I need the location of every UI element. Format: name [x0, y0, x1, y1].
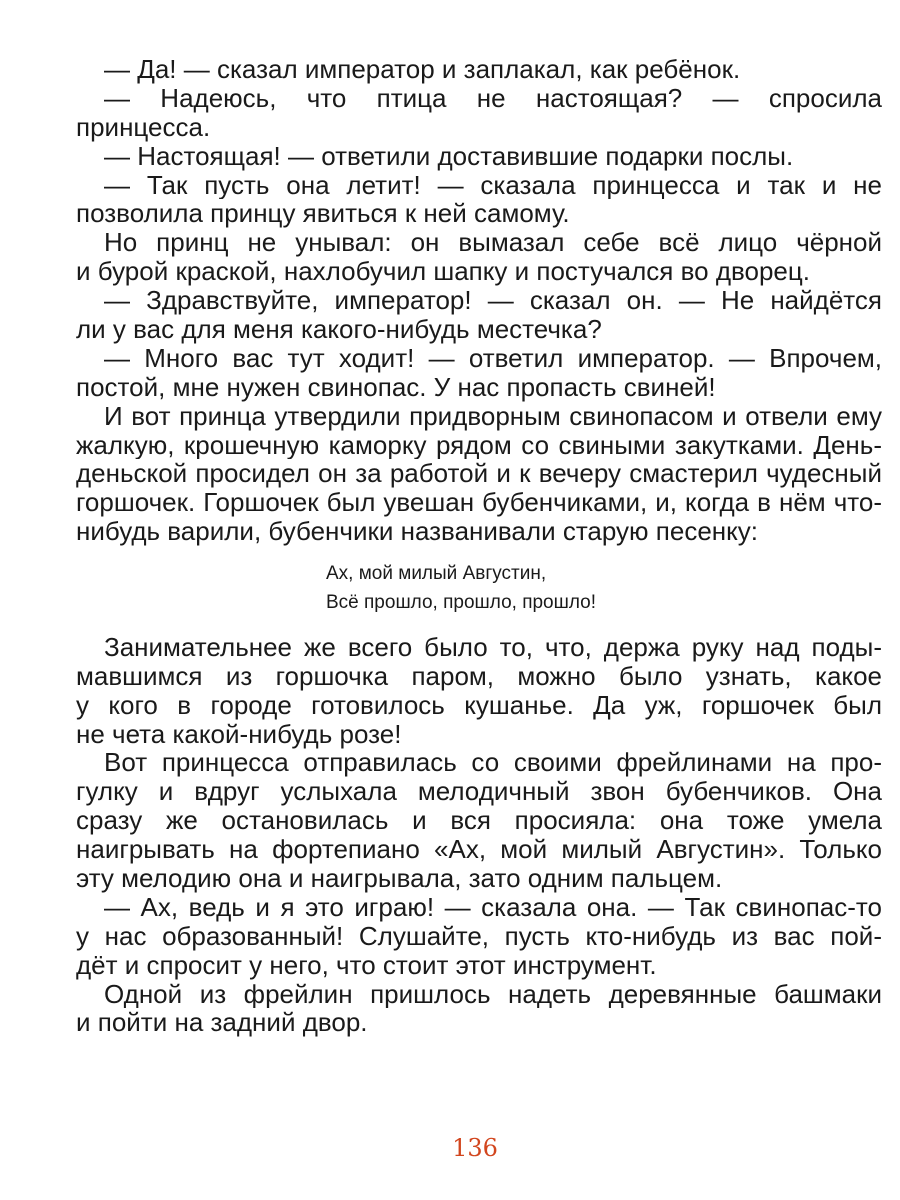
text-line: у нас образованный! Слушайте, пусть кто-нибудь из вас пой- [76, 921, 882, 951]
text-line: — Да! — сказал император и заплакал, как ребёнок. [104, 54, 741, 84]
text-line: мавшимся из горшочка паром, можно было узнать, какое [76, 661, 882, 691]
text-line: эту мелодию она и наигрывала, зато одним пальцем. [76, 862, 723, 893]
text-line: Вот принцесса отправилась со своими фрейлинами на про- [104, 748, 882, 778]
text-line: гулку и вдруг услыхала мелодичный звон бубенчиков. Она [76, 777, 882, 807]
poem-line: Ах, мой милый Августин, [326, 563, 547, 585]
text-line: Но принц не унывал: он вымазал себе всё лицо чёрной [104, 228, 882, 258]
poem-verse [76, 546, 882, 633]
text-block-top [76, 55, 882, 546]
text-line: ли у вас для меня какого-нибудь местечка? [76, 314, 602, 345]
text-line: горшочек. Горшочек был увешан бубенчиками, и, когда в нём что- [76, 488, 882, 518]
text-line: принцесса. [76, 111, 211, 142]
text-line: дёт и спросит у него, что стоит этот инструмент. [76, 949, 657, 980]
text-line: — Надеюсь, что птица не настоящая? — спросила [104, 83, 882, 113]
text-line: сразу же остановилась и вся просияла: она тоже умела [76, 806, 882, 836]
text-line: Занимательнее же всего было то, что, держа руку над поды- [104, 632, 882, 662]
text-line: нибудь варили, бубенчики названивали старую песенку: [76, 516, 759, 547]
text-line: и бурой краской, нахлобучил шапку и постучался во дворец. [76, 256, 811, 287]
text-line: у кого в городе готовилось кушанье. Да уж, горшочек был [76, 690, 882, 720]
text-line: позволила принцу явиться к ней самому. [76, 198, 570, 229]
text-line: наигрывать на фортепиано «Ах, мой милый Августин». Только [76, 835, 882, 864]
page-number: 136 [452, 1134, 498, 1162]
text-line: — Настоящая! — ответили доставившие подарки послы. [104, 140, 794, 171]
page-body-text [76, 55, 882, 1037]
text-line: деньской просидел он за работой и к вечеру смастерил чудесный [76, 459, 882, 489]
text-block-bottom [76, 633, 882, 1037]
text-line: жалкую, крошечную каморку рядом со свиными закутками. День- [76, 430, 882, 460]
text-line: постой, мне нужен свинопас. У нас пропасть свиней! [76, 371, 716, 402]
text-line: — Много вас тут ходит! — ответил император. — Впрочем, [104, 343, 882, 373]
text-line: — Ах, ведь и я это играю! — сказала она. — Так свинопас-то [104, 892, 882, 922]
text-line: Одной из фрейлин пришлось надеть деревянные башмаки [104, 979, 882, 1009]
text-line: — Здравствуйте, император! — сказал он. — Не найдётся [104, 286, 882, 316]
text-line: и пойти на задний двор. [76, 1007, 368, 1038]
text-line: не чета какой-нибудь розе! [76, 718, 402, 749]
text-line: И вот принца утвердили придворным свинопасом и отвели ему [104, 401, 882, 431]
text-line: — Так пусть она летит! — сказала принцесса и так и не [104, 170, 882, 200]
poem-line: Всё прошло, прошло, прошло! [326, 592, 597, 614]
